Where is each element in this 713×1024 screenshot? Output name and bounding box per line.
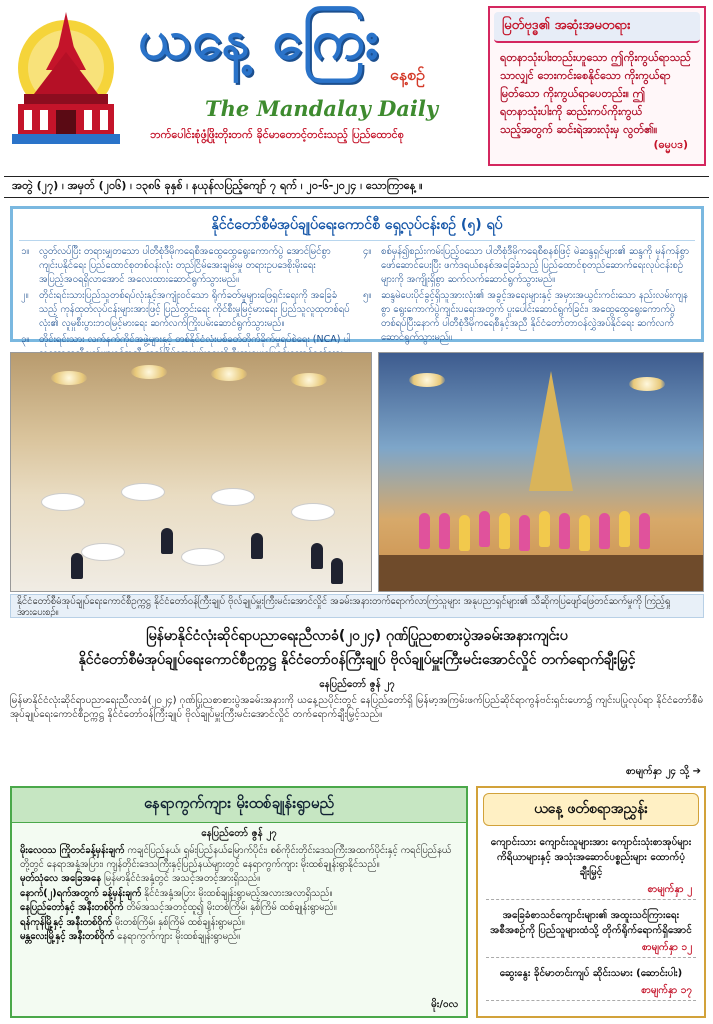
- index-entry[interactable]: [486, 904, 696, 958]
- weather-dateline: နေပြည်တော် ဇွန် ၂၇: [201, 828, 277, 839]
- weather-lead: မိုးလေဝသ ကြိုတင်ခန့်မှန်းချက်: [20, 845, 125, 856]
- index-entry-text: ကျောင်းသား ကျောင်းသူများအား ကျောင်းသုံးစာအုပ်များ ကိရိယာများနှင့် အသုံးအဆောင်ပစ္စည်းများ ထောက်ပံ့ချီးမြှင့်: [490, 837, 692, 878]
- objective-item: [21, 245, 351, 287]
- objectives-title: နိုင်ငံတော်စီမံအုပ်ချုပ်ရေးကောင်စီ ရှေ့လုပ်ငန်းစဉ် (၅) ရပ်: [19, 211, 695, 241]
- stage-performance-photo: [378, 352, 704, 592]
- index-entry-text: ဆွေးနွေး ခိုင်မာတင်းကျပ် ဆိုင်းသမား (ဆောင်းပါး): [499, 968, 683, 979]
- objective-number: ၅။: [363, 290, 372, 301]
- lead-story: [10, 678, 704, 722]
- index-entry-page[interactable]: စာမျက်နှာ ၂: [647, 884, 692, 895]
- objective-number: ၄။: [363, 246, 372, 257]
- weather-text: နေရာကွက်ကျား မိုးထစ်ချုန်းရွာမည်။: [117, 931, 241, 942]
- headline-line-1: မြန်မာနိုင်ငံလုံးဆိုင်ရာပညာရေးညီလာခံ(၂၀၂၄) ဂုဏ်ပြုညစာစားပွဲအခမ်းအနားကျင်းပ: [146, 628, 568, 644]
- weather-text: မိုးတစ်ကြိမ်၊ နှစ်ကြိမ် ထစ်ချုန်းရွာမည်။: [114, 916, 245, 928]
- objective-text: ဆန္ဒမဲပေးပိုင်ခွင့်ရှိသူအားလုံး၏ အခွင့်အရေးများနှင့် အမှားအယွင်းကင်းသော နည်းလမ်းကျနစွာ ရွေးကောက်ပွဲကျင်းပရေးအတွက် ပူးပေါင်းဆောင်ရွက်ခြင်း၊ အထွေထွေရွေးကောက်ပွဲတစ်ရပ်ပြီးနောက် ပါတီစုံဒီမိုကရေစီနှင့်အညီ နိုင်ငံတော်တာဝန်လွှဲအပ်နိုင်ရေး ဆက်လက်ဆောင်ရွက်သွားမည်။: [381, 290, 688, 343]
- weather-text: မြန်မာနိုင်ငံအနှံ့တွင် အသင့်အတင့်အားရှိသည်။: [104, 873, 261, 884]
- weather-footer: မိုး/၀လ: [431, 999, 458, 1010]
- dhamma-quote-title: မြတ်ဗုဒ္ဓ၏ အဆုံးအမတရား: [494, 12, 700, 43]
- objective-item: [363, 245, 693, 287]
- objective-item: [363, 289, 693, 345]
- issue-dateline: အတွဲ (၂၇) ၊ အမှတ် (၂၀၆) ၊ ၁၃၈၆ ခုနှစ် ၊ နယုန်လပြည့်ကျော် ၇ ရက် ၊ ၂၀-၆-၂၀၂၄ ၊ သောကြာနေ့ ။: [4, 176, 709, 198]
- story-dateline: နေပြည်တော် ဇွန် ၂၇: [319, 679, 395, 690]
- masthead-english-title: The Mandalay Daily: [205, 96, 439, 121]
- weather-lead: မုတ်သုံလေ အခြေအနေ: [20, 873, 102, 884]
- weather-body: [12, 844, 466, 944]
- todays-index-box: [476, 786, 706, 1018]
- objective-number: ၃။: [21, 334, 30, 345]
- masthead-motto: ဘက်ပေါင်းစုံဖွံ့ဖြိုးတိုးတက် ခိုင်မာတောင့်တင်းသည့် ပြည်ထောင်စု: [150, 128, 404, 141]
- objective-text: လွတ်လပ်ပြီး တရားမျှတသော ပါတီစုံဒီမိုကရေစီအထွေထွေရွေးကောက်ပွဲ အောင်မြင်စွာ ကျင်းပနိုင်ရေး ပြည်ထောင်စုတစ်ဝန်းလုံး တည်ငြိမ်အေးချမ်းမှု တရားဥပဒေစိုးမိုးရေး အပြည့်အဝရရှိလာအောင် အလေးထားဆောင်ရွက်သွားမည်။: [39, 246, 331, 285]
- headline-line-2: နိုင်ငံတော်စီမံအုပ်ချုပ်ရေးကောင်စီဥက္ကဋ္ဌ နိုင်ငံတော်ဝန်ကြီးချုပ် ဗိုလ်ချုပ်မှူးကြီးမင်းအောင်လှိုင် တက်ရောက်ချီးမြှင့်: [78, 652, 636, 668]
- weather-paragraph: [20, 930, 458, 944]
- index-title: ယနေ့ ဖတ်စရာအညွှန်း: [483, 793, 699, 826]
- weather-lead: နေပြည်တော်နှင့် အနီးတစ်ဝိုက်: [20, 902, 124, 913]
- weather-paragraph: [20, 916, 458, 930]
- weather-text: တိမ်အသင့်အတင့်ထူ၍ မိုးတစ်ကြိမ်၊ နှစ်ကြိမ် ထစ်ချုန်းရွာမည်။: [126, 902, 337, 913]
- story-body: မြန်မာနိုင်ငံလုံးဆိုင်ရာပညာရေးညီလာခံ(၂၀၂၄) ဂုဏ်ပြုညစာစားပွဲအခမ်းအနားကို ယနေ့ညပိုင်းတွင် နေပြည်တော်ရှိ မြန်မာ့အကြမ်းဖက်ပြည်ဆိုင်ရာကွန်ဗင်းရှင်းဟော၌ ကျင်းပပြုလုပ်ရာ နိုင်ငံတော်စီမံအုပ်ချုပ်ရေးကောင်စီဥက္ကဋ္ဌ နိုင်ငံတော်ဝန်ကြီးချုပ် ဗိုလ်ချုပ်မှူးကြီးမင်းအောင်လှိုင် တက်ရောက်ချီးမြှင့်သည်။: [10, 695, 704, 720]
- weather-paragraph: [20, 844, 458, 871]
- masthead-subtitle: နေ့စဉ်: [390, 65, 425, 84]
- masthead-title: ယနေ့ ကြေး: [138, 7, 381, 71]
- dhamma-quote-body: ရတနာသုံးပါးတည်းဟူသော ဤကိုးကွယ်ရာသည်သာလျှင် ဘေးကင်းစေနိုင်သော ကိုးကွယ်ရာ မြတ်သော ကိုးကွယ်ရာပေတည်း။ ဤရတနာသုံးပါးကို ဆည်းကပ်ကိုးကွယ်သည့်အတွက် ဆင်းရဲအားလုံးမှ လွတ်၏။: [500, 51, 691, 136]
- objective-text: တိုင်းရင်းသားပြည်သူတစ်ရပ်လုံးနှင့်အကျုံးဝင်သော ရိုက်ခတ်မှုများဖြေရှင်းရေးကို အခြေခံသည့် ကုန်ထုတ်လုပ်ငန်းများအားဖြင့် ပြည်တွင်းရေး ကိုင်စီးမှုမြင့်မားရေး ပြည်သူလူထုတစ်ရပ်လုံး၏ လူမှုစီးပွားဘဝမြင့်မားရေး ဆက်လက်ကြိုးပမ်းဆောင်ရွက်သွားမည်။: [39, 290, 350, 329]
- index-entry-text: အခြေခံစာသင်ကျောင်းများ၏ အထူးသင်ကြားရေးအစီအစဉ်ကို ပြည်သူများထံသို့ တိုက်ရိုက်ရောက်ရှိအောင်: [490, 910, 692, 936]
- weather-box: [10, 786, 468, 1018]
- objectives-box: [10, 206, 704, 345]
- index-entry-page[interactable]: စာမျက်နှာ ၁၂: [641, 942, 692, 953]
- story-continued-link[interactable]: စာမျက်နှာ ၂၄ သို့ ➔: [625, 766, 701, 777]
- index-entry-page[interactable]: စာမျက်နှာ ၁၇: [641, 985, 692, 996]
- weather-lead: ရန်ကုန်မြို့နှင့် အနီးတစ်ဝိုက်: [20, 916, 112, 928]
- weather-title: နေရာကွက်ကျား မိုးထစ်ချုန်းရွာမည်: [12, 788, 466, 823]
- weather-text: နိုင်ငံအနှံ့အပြား မိုးထစ်ချုန်းရွာမည့်အလားအလာရှိသည်။: [144, 887, 333, 899]
- weather-text: ကချင်ပြည်နယ်၊ ရှမ်းပြည်နယ်မြောက်ပိုင်း၊ စစ်ကိုင်းတိုင်းဒေသကြီးအထက်ပိုင်းနှင့် ကရင်ပြည်နယ်တို့တွင် နေရာအနှံ့အပြား၊ ကျန်တိုင်းဒေသကြီးနှင့်ပြည်နယ်များတွင် နေရာကွက်ကျား မိုးထစ်ချုန်းရွာနိုင်သည်။: [20, 845, 452, 870]
- objective-text: တိုင်းရင်းသား လက်နက်ကိုင်အဖွဲ့များနှင့် တစ်နိုင်ငံလုံးပစ်ခတ်တိုက်ခိုက်မှုရပ်စဲရေး (NCA) ပါ: [39, 334, 351, 345]
- banquet-hall-photo: [10, 352, 372, 592]
- weather-paragraph: [20, 872, 458, 886]
- index-entry[interactable]: [486, 962, 696, 1001]
- photo-caption: နိုင်ငံတော်စီမံအုပ်ချုပ်ရေးကောင်စီဥက္ကဋ္ဌ နိုင်ငံတော်ဝန်ကြီးချုပ် ဗိုလ်ချုပ်မှူးကြီးမင်းအောင်လှိုင် အခမ်းအနားတက်ရောက်လာကြသူများ အနုပညာရှင်များ၏ သီဆိုကပြဖျော်ဖြေတင်ဆက်မှုကို ကြည့်ရှုအားပေးစဉ်။: [10, 594, 704, 618]
- masthead: [0, 0, 713, 175]
- objective-number: ၁။: [21, 246, 30, 257]
- objective-number: ၂။: [21, 290, 29, 301]
- index-entry[interactable]: [486, 831, 696, 900]
- weather-paragraph: [20, 901, 458, 915]
- palace-emblem-icon: [10, 8, 122, 148]
- objective-text: စစ်မှန်၍စည်းကမ်းပြည့်ဝသော ပါတီစုံဒီမိုကရေစီစနစ်ဖြင့် မဲဆန္ဒရှင်များ၏ ဆန္ဒကို မှန်ကန်စွာ ဖော်ဆောင်ပေးပြီး ဖက်ဒရယ်စနစ်အခြေခံသည့် ပြည်ထောင်စုတည်ဆောက်ရေးလုပ်ငန်းစဉ်များကို အကျိုးရှိစွာ ဆက်လက်ဆောင်ရွက်သွားမည်။: [381, 246, 690, 285]
- weather-lead: နောက်(၂)ရက်အတွက် ခန့်မှန်းချက်: [20, 887, 142, 899]
- objective-item: [21, 289, 351, 331]
- weather-lead: မန္တလေးမြို့နှင့် အနီးတစ်ဝိုက်: [20, 931, 115, 942]
- dhamma-quote-source: (ဓမ္မပဒ): [653, 138, 688, 151]
- weather-paragraph: [20, 887, 458, 901]
- lead-headline: [10, 624, 704, 672]
- dhamma-quote-box: [488, 6, 706, 166]
